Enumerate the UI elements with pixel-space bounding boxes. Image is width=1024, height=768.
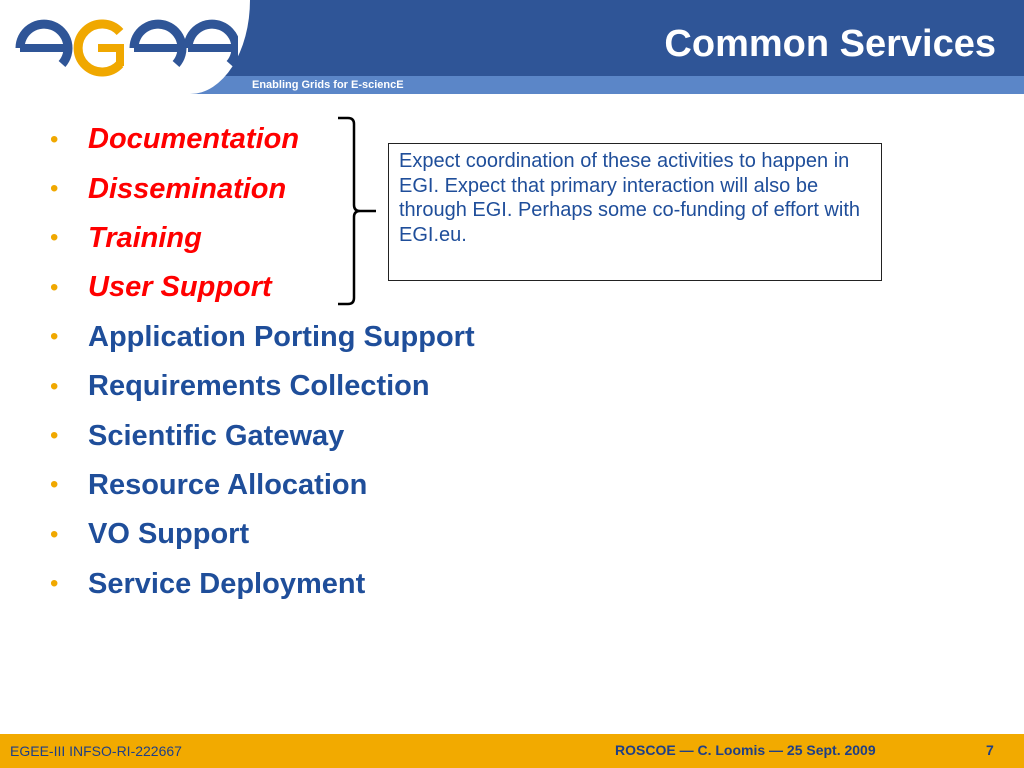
page-number: 7 [986,742,994,758]
bullet-icon: • [50,224,59,252]
tagline: Enabling Grids for E-sciencE [252,79,404,91]
logo-background [0,0,250,94]
bullet-icon: • [50,471,59,499]
bullet-item [46,313,475,362]
coordination-note: Expect coordination of these activities to happen in EGI. Expect that primary interaction will also be through EGI. Perhaps some co-funding of effort with EGI.eu. [388,143,882,281]
bullet-icon: • [50,570,59,598]
bullet-icon: • [50,422,59,450]
slide-title: Common Services [664,23,996,65]
bullet-label: Training [88,221,202,254]
bullet-label: User Support [88,271,272,304]
bullet-icon: • [50,175,59,203]
bullet-label: VO Support [88,518,250,551]
bullet-icon: • [50,372,59,400]
bullet-label: Dissemination [88,172,287,205]
bullet-item [46,510,475,559]
footer-presentation-info: ROSCOE — C. Loomis — 25 Sept. 2009 [615,742,876,758]
right-brace-icon [334,116,378,306]
bullet-icon: • [50,125,59,153]
bullet-label: Requirements Collection [88,370,430,403]
footer-bar [0,734,1024,768]
bullet-label: Service Deployment [88,567,366,600]
bullet-label: Scientific Gateway [88,419,345,452]
egee-logo [12,14,238,78]
bullet-icon: • [50,273,59,301]
bullet-item [46,560,475,609]
bullet-item [46,362,475,411]
footer-project-id: EGEE-III INFSO-RI-222667 [10,743,182,759]
bullet-item [46,461,475,510]
bullet-icon: • [50,323,59,351]
bullet-label: Documentation [88,123,300,156]
bullet-item [46,411,475,460]
bullet-label: Resource Allocation [88,468,368,501]
bullet-icon: • [50,520,59,548]
bullet-label: Application Porting Support [88,320,475,353]
